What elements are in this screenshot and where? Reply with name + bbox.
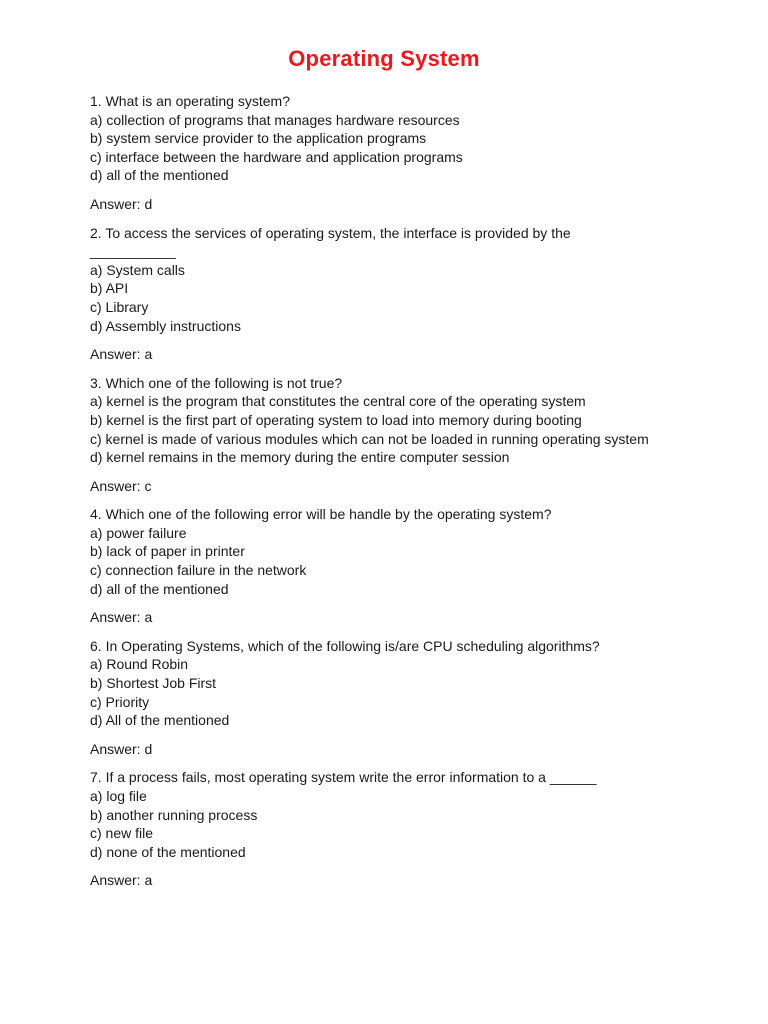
option: d) all of the mentioned [90, 580, 229, 597]
question-text: 2. To access the services of operating system, the interface is provided by the [90, 224, 571, 241]
option: a) System calls [90, 261, 185, 278]
answer-text: Answer: d [90, 195, 153, 212]
answer-text: Answer: a [90, 609, 153, 626]
option: b) system service provider to the application programs [90, 130, 427, 147]
question-text: 7. If a process fails, most operating system write the error information to a ______ [90, 769, 597, 786]
option: d) All of the mentioned [90, 712, 230, 729]
question-block [90, 92, 730, 214]
answer-text: Answer: a [90, 872, 153, 889]
question-text: 3. Which one of the following is not true? [90, 374, 343, 391]
question-blank: ___________ [90, 243, 176, 260]
answer-text: Answer: a [90, 346, 153, 363]
option: c) Library [90, 298, 149, 315]
question-block [90, 374, 730, 496]
option: d) none of the mentioned [90, 843, 246, 860]
question-block [90, 768, 730, 890]
option: c) connection failure in the network [90, 562, 307, 579]
option: b) API [90, 280, 129, 297]
option: c) kernel is made of various modules which can not be loaded in running operating system [90, 430, 649, 447]
document-title: Operating System [288, 46, 480, 71]
option: a) collection of programs that manages hardware resources [90, 111, 460, 128]
question-text: 4. Which one of the following error will be handle by the operating system? [90, 506, 552, 523]
option: a) Round Robin [90, 656, 189, 673]
question-block [90, 224, 730, 364]
option: b) lack of paper in printer [90, 543, 245, 560]
option: a) power failure [90, 524, 187, 541]
answer-text: Answer: c [90, 477, 152, 494]
option: c) new file [90, 825, 154, 842]
question-text: 1. What is an operating system? [90, 93, 290, 109]
option: a) log file [90, 788, 147, 804]
question-block [90, 637, 730, 759]
question-list [90, 92, 730, 900]
option: b) Shortest Job First [90, 675, 217, 692]
option: a) kernel is the program that constitutes the central core of the operating system [90, 393, 586, 410]
option: c) Priority [90, 693, 150, 710]
option: b) kernel is the first part of operating system to load into memory during booting [90, 411, 582, 428]
option: d) all of the mentioned [90, 167, 229, 184]
option: b) another running process [90, 806, 258, 823]
question-text: 6. In Operating Systems, which of the following is/are CPU scheduling algorithms? [90, 637, 600, 654]
option: d) Assembly instructions [90, 317, 241, 334]
answer-text: Answer: d [90, 740, 153, 757]
option: c) interface between the hardware and application programs [90, 148, 463, 165]
option: d) kernel remains in the memory during the entire computer session [90, 449, 510, 466]
question-block [90, 505, 730, 627]
